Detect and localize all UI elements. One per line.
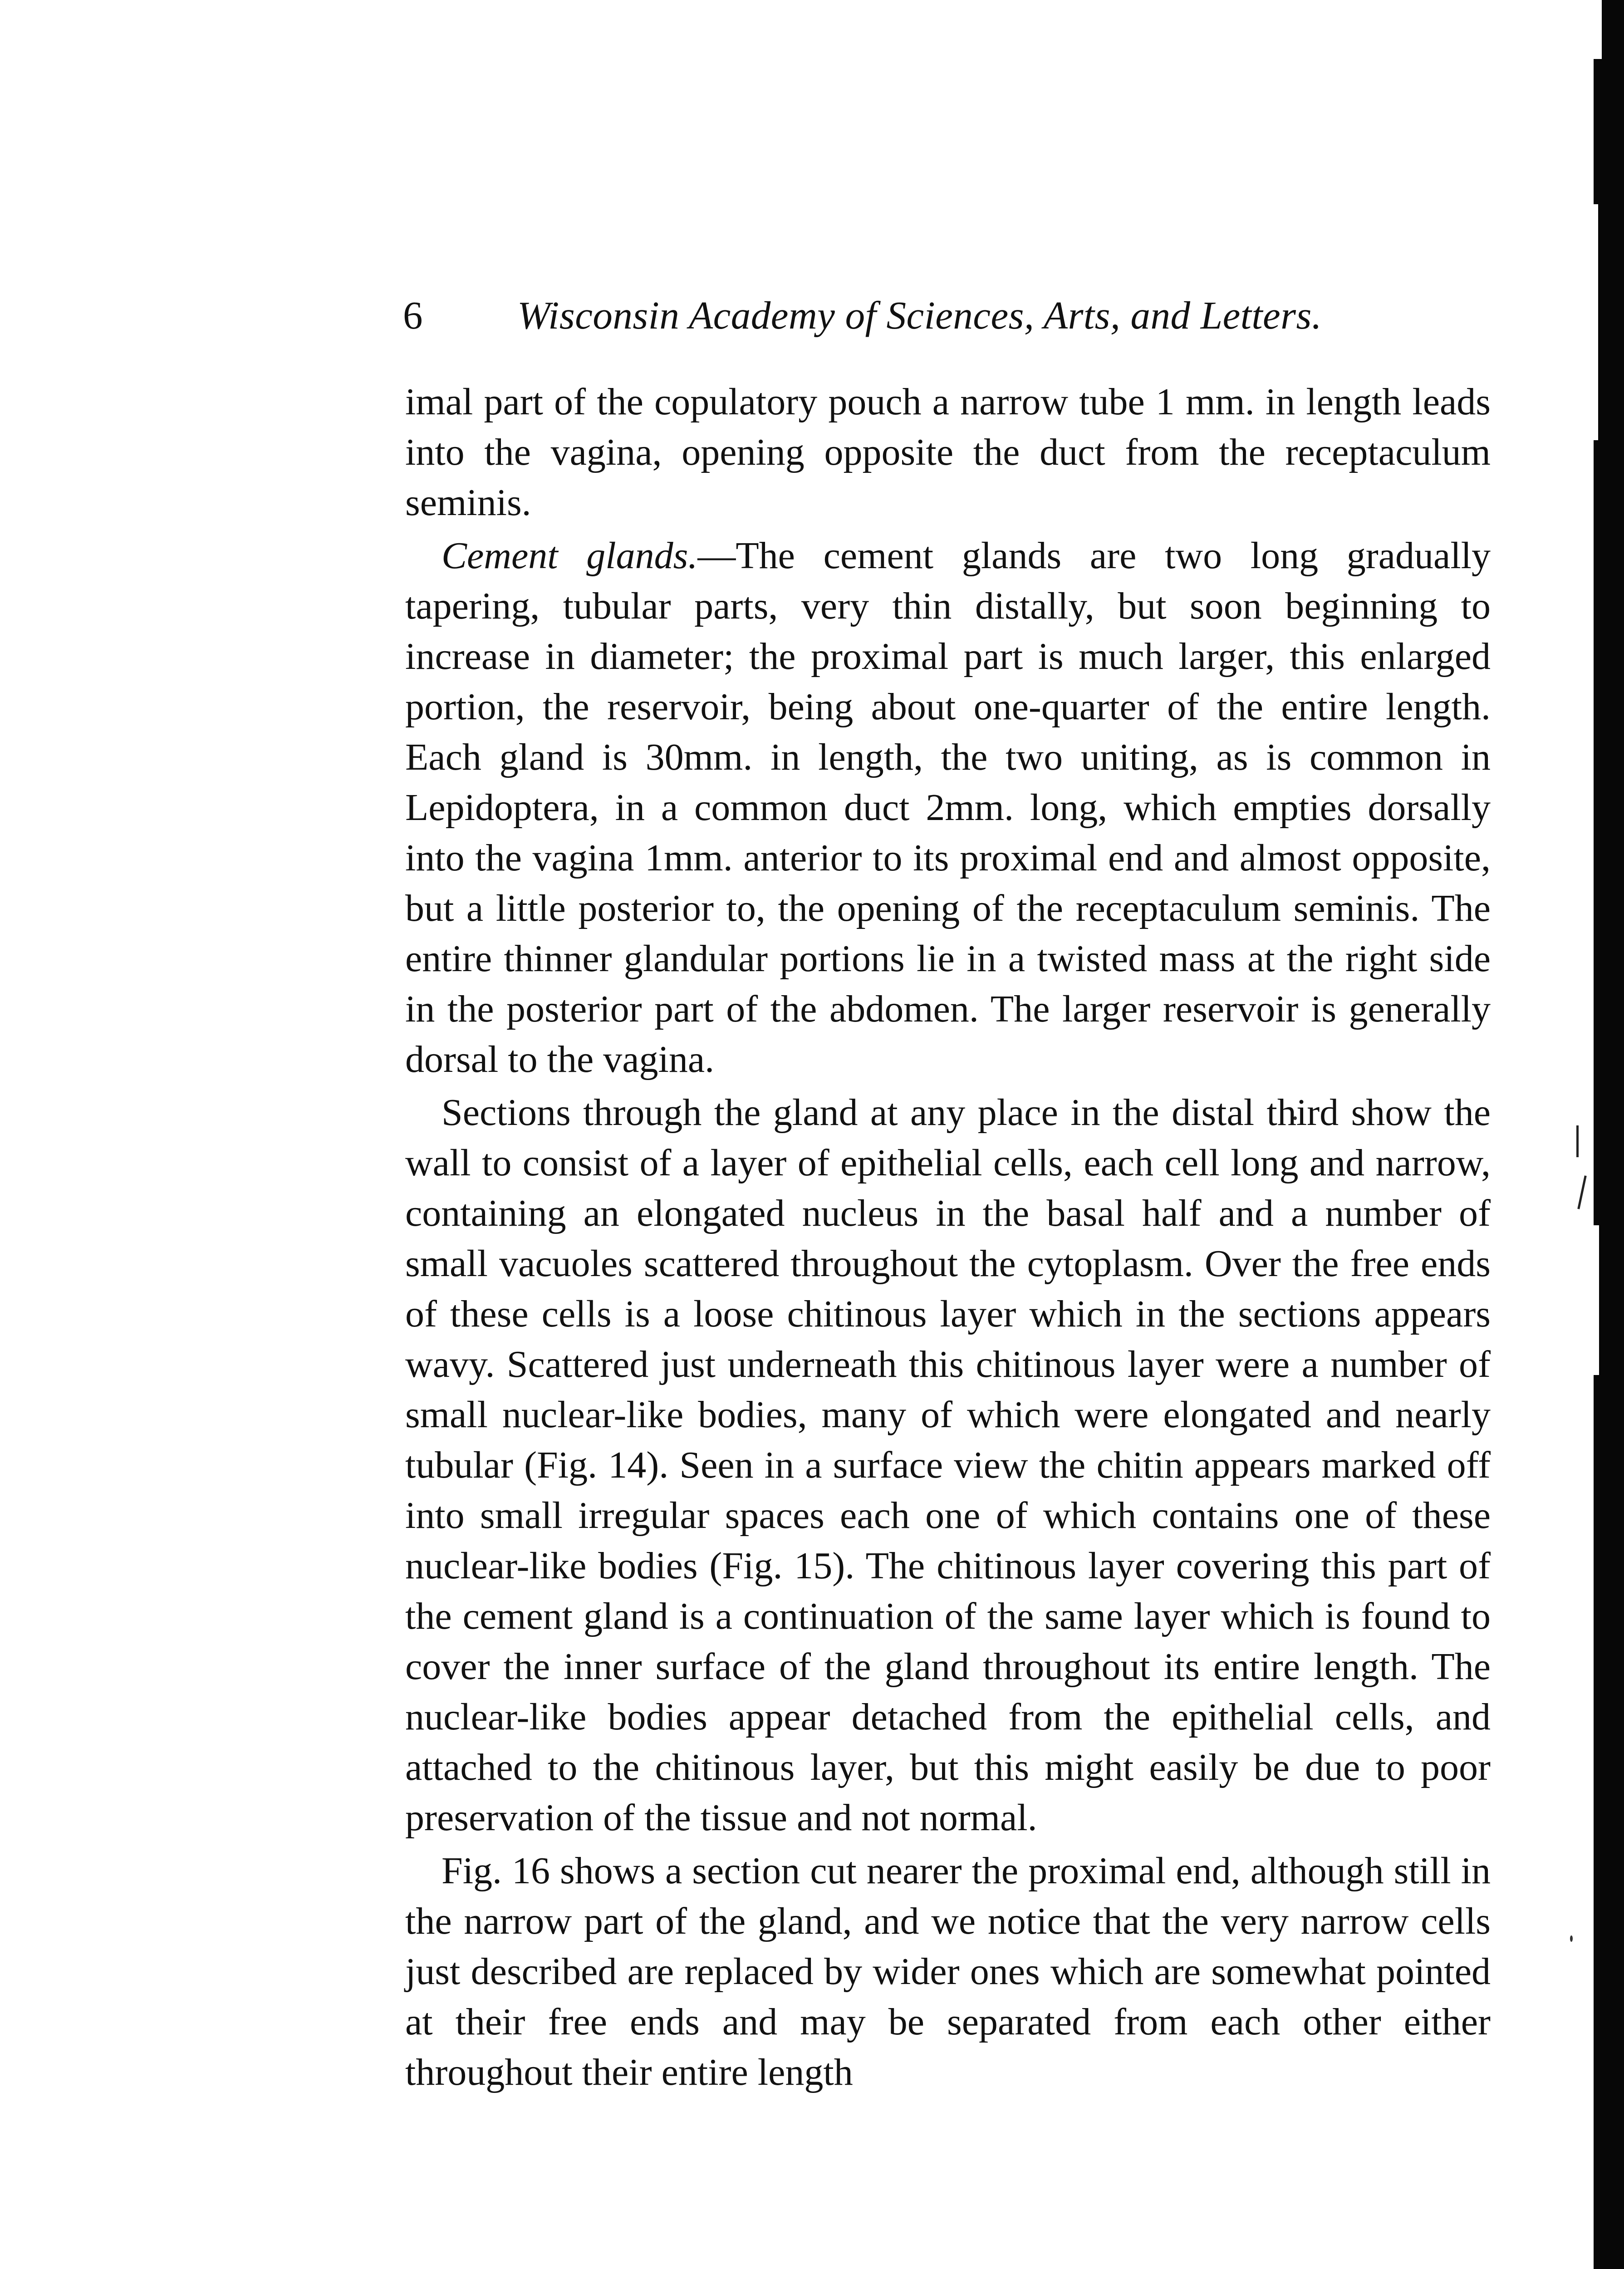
scan-border-notch [1594, 204, 1598, 440]
paragraph-continued: imal part of the copulatory pouch a narrow tube 1 mm. in length leads into the vagina, opening opposite the duct from the receptaculum seminis. [405, 381, 1491, 524]
scan-border-notch [1594, 0, 1602, 59]
paragraph-fig-16: Fig. 16 shows a section cut nearer the proximal end, although still in the narrow part of the gland, and we notice that the very narrow cells just described are replaced by wider ones which are somewhat pointed at their free ends and may be separated from each other either throughout their entire length [405, 1850, 1491, 2093]
paragraph-cement-glands [405, 530, 1491, 1085]
paragraph-sections: Sections through the gland at any place in the distal third show the wall to consist of a layer of epithelial cells, each cell long and narrow, containing an elongated nucleus in the basal half and a number of small vacuoles scattered throughout the cytoplasm. Over the free ends of these cells is a loose chitinous layer which in the sections appears wavy. Scattered just underneath this chitinous layer were a number of small nuclear-like bodies, many of which were elongated and nearly tubular (Fig. 14). Seen in a surface view the chitin appears marked off into small irregular spaces each one of which contains one of these nuclear-like bodies (Fig. 15). The chitinous layer covering this part of the cement gland is a continuation of the same layer which is found to cover the inner surface of the gland throughout its entire length. The nuclear-like bodies appear detached from the epithelial cells, and attached to the chitinous layer, but this might easily be due to poor preservation of the tissue and not normal. [405, 1091, 1491, 1839]
running-head [403, 290, 1492, 340]
body-text [405, 377, 1491, 2100]
paragraph-text: —The cement glands are two long gradually tapering, tubular parts, very thin distally, but soon beginning to increase in diameter; the proximal part is much larger, this enlarged portion, the reservoir, being about one-quarter of the entire length. Each gland is 30mm. in length, the two uniting, as is common in Lepidoptera, in a common duct 2mm. long, which empties dorsally into the vagina 1mm. anterior to its proximal end and almost opposite, but a little posterior to, the opening of the receptaculum seminis. The entire thinner glandular portions lie in a twisted mass at the right side in the posterior part of the abdomen. The larger reservoir is generally dorsal to the vagina. [405, 535, 1491, 1080]
run-in-heading: Cement glands. [442, 535, 698, 577]
scan-border-notch [1594, 1225, 1599, 1375]
margin-mark [1576, 1125, 1579, 1157]
scan-border-right [1594, 0, 1624, 2269]
page-number: 6 [403, 293, 423, 337]
scan-speck [1570, 1935, 1573, 1942]
journal-title: Wisconsin Academy of Sciences, Arts, and Letters. [517, 293, 1322, 337]
margin-mark [1577, 1175, 1586, 1209]
